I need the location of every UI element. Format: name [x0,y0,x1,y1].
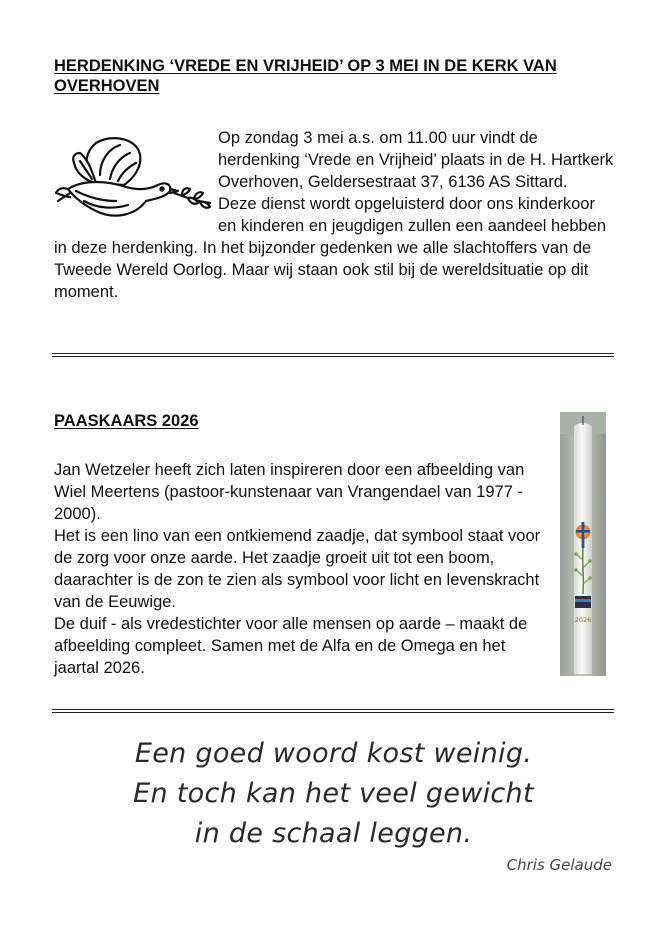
quote-line-1: Een goed woord kost weinig. [134,738,533,769]
quote-line-2: En toch kan het veel gewicht [133,778,534,809]
paaskaars-line-2: Het is een lino van een ontkiemend zaadje, dat symbool staat voor de zorg voor onze aarde. Het zaadje groeit uit tot een boom, daarachter is de zon te zien als symbool voor licht en levenskracht van de Eeuwige. [54,527,541,611]
quote [0,734,667,854]
double-divider-2 [52,709,614,713]
dove-icon [54,131,214,231]
section-heading-herdenking: HERDENKING ‘VREDE EN VRIJHEID’ OP 3 MEI IN DE KERK VAN OVERHOVEN [54,57,557,95]
paaskaars-line-3: De duif - als vredestichter voor alle mensen op aarde – maakt de afbeelding compleet. Samen met de Alfa en de Omega en het jaartal 2026. [54,615,528,677]
double-divider [52,353,614,357]
paaskaars-line-1: Jan Wetzeler heeft zich laten inspireren door een afbeelding van Wiel Meertens (pastoor-kunstenaar van Vrangendael van 1977 - 2000). [54,461,525,523]
quote-author: Chris Gelaude [506,856,612,874]
paschal-candle-image [560,412,606,676]
herdenking-paragraph-1: Op zondag 3 mei a.s. om 11.00 uur vindt de herdenking ‘Vrede en Vrijheid’ plaats in de H. Hartkerk Overhoven, Geldersestraat 37, 6136 AS Sittard. [218,129,614,191]
herdenking-section [54,127,614,303]
candle-year-text: 2026 [574,616,592,624]
section-heading-paaskaars: PAASKAARS 2026 [54,412,199,430]
quote-line-3: in de schaal leggen. [194,818,473,849]
herdenking-paragraph-2: Deze dienst wordt opgeluisterd door ons kinderkoor en kinderen en jeugdigen zullen een aandeel hebben in deze herdenking. In het bijzonder gedenken we alle slachtoffers van de Tweede Wereld Oorlog. Maar wij staan ook stil bij de wereldsituatie op dit moment. [54,195,607,301]
paaskaars-section [54,459,544,679]
